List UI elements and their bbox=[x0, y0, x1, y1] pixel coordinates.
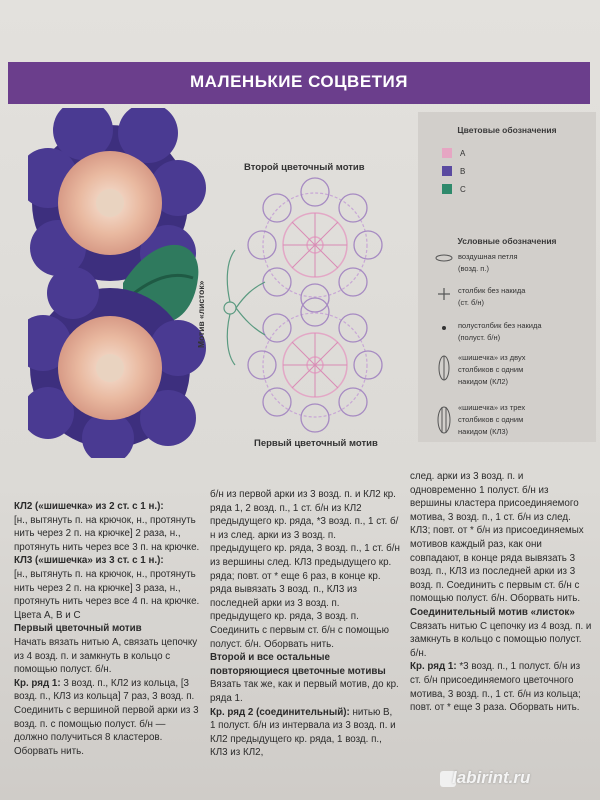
motif-leaf bbox=[224, 250, 265, 365]
diagram-label-first: Первый цветочный мотив bbox=[254, 438, 378, 449]
cl3-text: [н., вытянуть п. на крючок, н., протянуть нить через 2 п. на крючке] 3 раза, н., протянуть нить через все 4 п. на крючке. bbox=[14, 568, 200, 608]
round1-label: Кр. ряд 1: bbox=[14, 677, 61, 689]
leaf-round1-text: *3 возд. п., 1 полуст. б/н из ст. б/н присоединяемого цветочного мотива, 3 возд. п., 1 ст. б/н из кольца; повт. от * еще 3 раза. Оборвать нить. bbox=[410, 661, 581, 714]
chain-oval-icon bbox=[436, 255, 452, 261]
text-column-middle bbox=[210, 488, 400, 760]
motif-second bbox=[248, 178, 382, 312]
cluster2-icon bbox=[439, 356, 449, 380]
cluster3-icon bbox=[438, 407, 450, 433]
text-column-left bbox=[14, 500, 200, 758]
cl2-heading: КЛ2 («шишечка» из 2 ст. с 1 н.): bbox=[14, 501, 164, 512]
round1-text: 3 возд. п., КЛ2 из кольца, [3 возд. п., КЛ3 из кольца] 7 раз, 3 возд. п. Соединить с вершиной первой арки из 3 возд. п. с помощью полуст. б/н — должно получиться 8 кластеров. Оборвать нить. bbox=[14, 677, 199, 757]
text-column-right bbox=[410, 470, 592, 715]
cl3-heading: КЛ3 («шишечка» из 3 ст. с 1 н.): bbox=[14, 555, 164, 567]
legend-symbols bbox=[432, 250, 456, 450]
repeat-motifs-text: Вязать так же, как и первый мотив, до кр. ряда 1. bbox=[210, 679, 399, 704]
diagram-label-second: Второй цветочный мотив bbox=[244, 162, 365, 173]
color-label-b: B bbox=[460, 167, 466, 176]
motif-first bbox=[248, 298, 382, 432]
color-swatch-c bbox=[442, 184, 452, 194]
plus-icon bbox=[438, 288, 450, 300]
leaf-motif-heading: Соединительный мотив «листок» bbox=[410, 606, 575, 618]
dot-icon bbox=[442, 326, 446, 330]
repeat-motifs-heading: Второй и все остальные повторяющиеся цветочные мотивы bbox=[210, 652, 386, 677]
page-title: МАЛЕНЬКИЕ СОЦВЕТИЯ bbox=[190, 72, 408, 91]
leaf-round1-label: Кр. ряд 1: bbox=[410, 661, 457, 673]
diagram-label-leaf: Мотив «листок» bbox=[196, 280, 206, 348]
symbol-sc-text: столбик без накида (ст. б/н) bbox=[458, 286, 526, 307]
watermark: labirint.ru bbox=[452, 768, 531, 787]
join-round-text: нитью В, 1 полуст. б/н из интервала из 3 возд. п. и КЛ2 предыдущего кр. ряда, 1 возд. п., КЛ3 из КЛ2, bbox=[210, 706, 396, 759]
join-round-continued: след. арки из 3 возд. п. и одновременно 1 полуст. б/н из вершины кластера присоединяемого мотива, 3 возд. п., 1 ст. б/н из след. КЛ3; повт. от * б/н из присоединяемых мотивов каждый раз, как они совпадают, в конце ряда вывязать 3 возд. п., КЛ3 из последней арки из 3 возд. п. Соединить с первым ст. б/н с помощью полуст. б/н. Оборвать нить. bbox=[410, 471, 584, 605]
join-round-label: Кр. ряд 2 (соединительный): bbox=[210, 706, 350, 718]
symbol-cl2-text: «шишечка» из двух столбиков с одним накидом (КЛ2) bbox=[458, 353, 526, 386]
crochet-chart bbox=[205, 150, 415, 450]
symbol-cl3-text: «шишечка» из трех столбиков с одним накидом (КЛ3) bbox=[458, 403, 526, 436]
leaf-motif-intro: Связать нитью С цепочку из 4 возд. п. и замкнуть в кольцо с помощью полуст. б/н. bbox=[410, 620, 592, 659]
symbol-slst-text: полустолбик без накида (полуст. б/н) bbox=[458, 321, 542, 342]
color-label-c: C bbox=[460, 185, 466, 194]
color-swatch-b bbox=[442, 166, 452, 176]
symbols-title: Условные обозначения bbox=[457, 236, 557, 246]
colors-title: Цветовые обозначения bbox=[457, 125, 557, 135]
crochet-photo bbox=[28, 108, 208, 458]
first-motif-heading: Первый цветочный мотив bbox=[14, 623, 142, 635]
colors-text: Цвета А, В и С bbox=[14, 609, 81, 621]
color-swatch-a bbox=[442, 148, 452, 158]
symbol-chain-text: воздушная петля (возд. п.) bbox=[458, 252, 518, 273]
round2-continued: б/н из первой арки из 3 возд. п. и КЛ2 кр. ряда 1, 2 возд. п., 1 ст. б/н из КЛ2 предыдущего кр. ряда, *3 возд. п., 1 ст. б/н из след. арки из 3 возд. п. предыдущего кр. ряда, 3 возд. п., 1 ст. б/н из вершины след. КЛ3 предыдущего кр. ряда; повт. от * еще 6 раз, в конце кр. ряда вывязать 3 возд. п., КЛ3 из последней арки из 3 возд. п. предыдущего кр. ряда, 3 возд. п. Соединить с первым ст. б/н с помощью полуст. б/н. Оборвать нить. bbox=[210, 489, 400, 650]
color-label-a: A bbox=[460, 149, 466, 158]
first-motif-intro: Начать вязать нитью А, связать цепочку из 4 возд. п. и замкнуть в кольцо с помощью полуст. б/н. bbox=[14, 636, 198, 676]
cl2-text: [н., вытянуть п. на крючок, н., протянуть нить через 2 п. на крючке] 2 раза, н., протянуть нить через все 3 п. на крючке. bbox=[14, 514, 200, 553]
